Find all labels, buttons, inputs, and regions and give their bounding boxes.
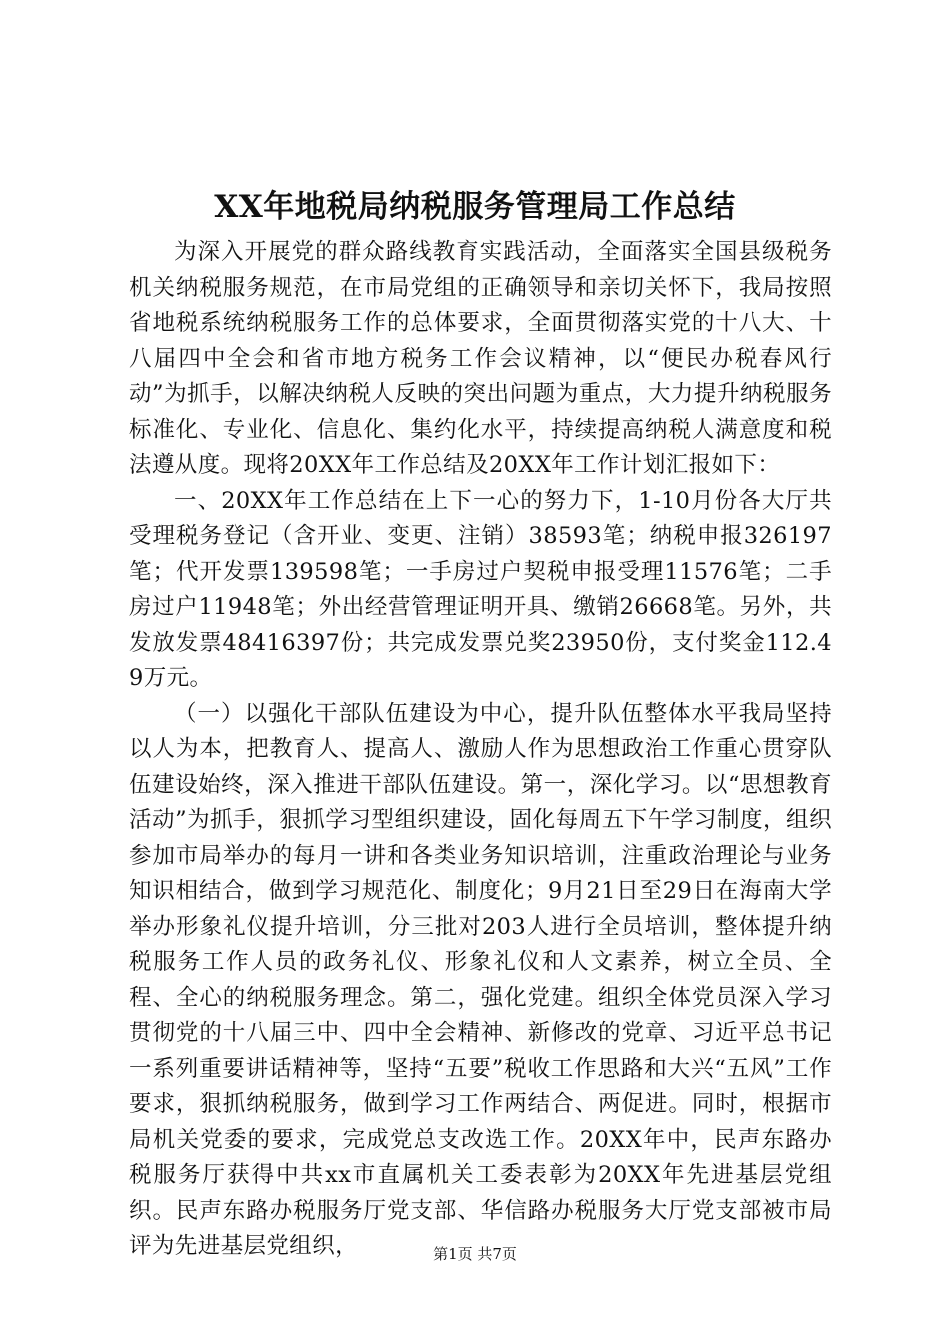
page-number-footer: 第1页 共7页 xyxy=(433,1245,517,1263)
paragraph-team-building: （一）以强化干部队伍建设为中心，提升队伍整体水平我局坚持以人为本，把教育人、提高人、激励人作为思想政治工作重心贯穿队伍建设始终，深入推进干部队伍建设。第一，深化学习。以“思想教育活动”为抓手，狠抓学习型组织建设，固化每周五下午学习制度，组织参加市局举办的每月一讲和各类业务知识培训，注重政治理论与业务知识相结合，做到学习规范化、制度化；9月21日至29日在海南大学举办形象礼仪提升培训，分三批对203人进行全员培训，整体提升纳税服务工作人员的政务礼仪、形象礼仪和人文素养，树立全员、全程、全心的纳税服务理念。第二，强化党建。组织全体党员深入学习贯彻党的十八届三中、四中全会精神、新修改的党章、习近平总书记一系列重要讲话精神等，坚持“五要”税收工作思路和大兴“五风”工作要求，狠抓纳税服务，做到学习工作两结合、两促进。同时，根据市局机关党委的要求，完成党总支改选工作。20XX年中，民声东路办税服务厅获得中共xx市直属机关工委表彰为20XX年先进基层党组织。民声东路办税服务厅党支部、华信路办税服务大厅党支部被市局评为先进基层党组织， xyxy=(129,700,832,1259)
document-title: XX年地税局纳税服务管理局工作总结 xyxy=(214,189,736,225)
paragraph-intro: 为深入开展党的群众路线教育实践活动，全面落实全国县级税务机关纳税服务规范，在市局党组的正确领导和亲切关怀下，我局按照省地税系统纳税服务工作的总体要求，全面贯彻落实党的十八大、十八届四中全会和省市地方税务工作会议精神，以“便民办税春风行动”为抓手，以解决纳税人反映的突出问题为重点，大力提升纳税服务标准化、专业化、信息化、集约化水平，持续提高纳税人满意度和税法遵从度。现将20XX年工作总结及20XX年工作计划汇报如下： xyxy=(129,239,832,478)
paragraph-summary: 一、20XX年工作总结在上下一心的努力下，1-10月份各大厅共受理税务登记（含开业、变更、注销）38593笔；纳税申报326197笔；代开发票139598笔；一手房过户契税申报受理11576笔；二手房过户11948笔；外出经营管理证明开具、缴销26668笔。另外，共发放发票48416397份；共完成发票兑奖23950份，支付奖金112.49万元。 xyxy=(129,487,832,691)
document-body xyxy=(129,235,832,1265)
